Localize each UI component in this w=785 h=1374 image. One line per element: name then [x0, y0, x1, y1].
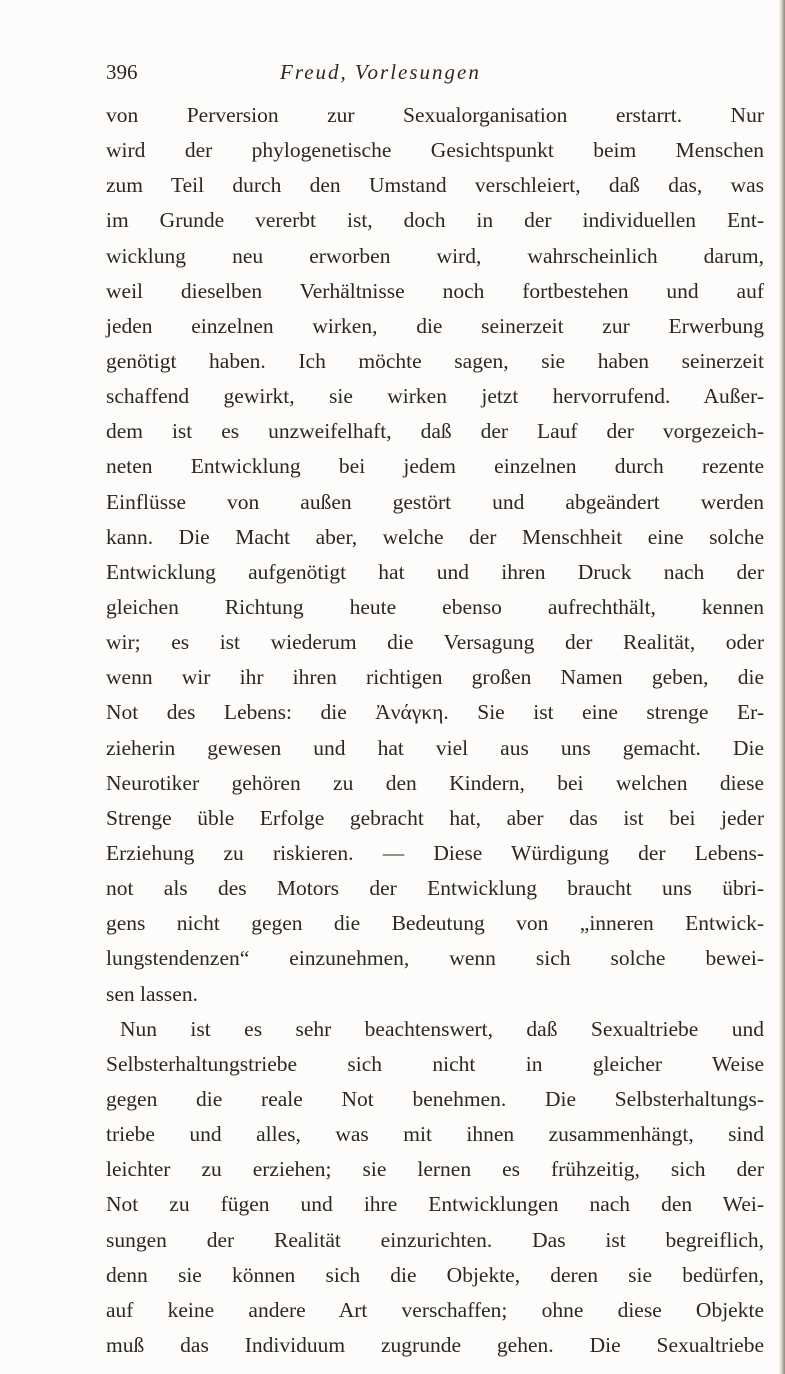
text-line: Nun ist es sehr beachtenswert, daß Sexualtriebe und — [120, 1016, 764, 1041]
text-line: muß das Individuum zugrunde gehen. Die Sexualtriebe — [106, 1332, 764, 1357]
text-line: not als des Motors der Entwicklung braucht uns übri- — [106, 876, 764, 901]
text-line: Einflüsse von außen gestört und abgeändert werden — [106, 489, 764, 514]
text-line: wird der phylogenetische Gesichtspunkt beim Menschen — [106, 138, 764, 163]
text-line: Strenge üble Erfolge gebracht hat, aber das ist bei jeder — [106, 805, 764, 830]
text-line: triebe und alles, was mit ihnen zusammenhängt, sind — [106, 1122, 764, 1147]
text-line: sen lassen. — [106, 981, 198, 1006]
text-line: wenn wir ihr ihren richtigen großen Namen geben, die — [106, 665, 764, 690]
text-line: leichter zu erziehen; sie lernen es frühzeitig, sich der — [106, 1157, 764, 1182]
text-line: auf keine andere Art verschaffen; ohne diese Objekte — [106, 1297, 764, 1322]
text-line: gegen die reale Not benehmen. Die Selbsterhaltungs- — [106, 1086, 764, 1111]
text-line: genötigt haben. Ich möchte sagen, sie haben seinerzeit — [106, 348, 764, 373]
text-line: Entwicklung aufgenötigt hat und ihren Druck nach der — [106, 559, 764, 584]
text-line: wir; es ist wiederum die Versagung der Realität, oder — [106, 630, 764, 655]
text-line: wicklung neu erworben wird, wahrscheinlich darum, — [106, 243, 764, 268]
text-line: lungstendenzen“ einzunehmen, wenn sich solche bewei- — [106, 946, 764, 971]
body-text — [106, 98, 764, 1363]
text-line: von Perversion zur Sexualorganisation erstarrt. Nur — [106, 103, 764, 127]
text-line: weil dieselben Verhältnisse noch fortbestehen und auf — [106, 278, 764, 303]
text-line: Neurotiker gehören zu den Kindern, bei welchen diese — [106, 770, 764, 795]
text-line: im Grunde vererbt ist, doch in der individuellen Ent- — [106, 208, 764, 233]
text-line: Selbsterhaltungstriebe sich nicht in gleicher Weise — [106, 1051, 764, 1076]
text-line: dem ist es unzweifelhaft, daß der Lauf der vorgezeich- — [106, 419, 764, 444]
text-line: zieherin gewesen und hat viel aus uns gemacht. Die — [106, 735, 764, 760]
text-line: gleichen Richtung heute ebenso aufrechthält, kennen — [106, 594, 764, 619]
text-line: zum Teil durch den Umstand verschleiert, daß das, was — [106, 173, 764, 198]
running-title: Freud, Vorlesungen — [280, 60, 481, 84]
page-edge-shadow — [779, 0, 785, 1374]
text-line: sungen der Realität einzurichten. Das ist begreiflich, — [106, 1227, 764, 1252]
text-line: gens nicht gegen die Bedeutung von „inneren Entwick- — [106, 911, 764, 936]
text-line: Erziehung zu riskieren. — Diese Würdigung der Lebens- — [106, 840, 764, 865]
page-number: 396 — [106, 60, 138, 84]
text-line: neten Entwicklung bei jedem einzelnen durch rezente — [106, 454, 764, 479]
text-line: denn sie können sich die Objekte, deren sie bedürfen, — [106, 1262, 764, 1287]
text-line: kann. Die Macht aber, welche der Menschheit eine solche — [106, 524, 764, 549]
text-line: Not des Lebens: die Ἀνάγκη. Sie ist eine strenge Er- — [106, 700, 764, 725]
text-line: Not zu fügen und ihre Entwicklungen nach den Wei- — [106, 1192, 764, 1217]
page-header — [106, 60, 766, 90]
text-line: schaffend gewirkt, sie wirken jetzt hervorrufend. Außer- — [106, 384, 764, 409]
text-line: jeden einzelnen wirken, die seinerzeit zur Erwerbung — [106, 313, 764, 338]
